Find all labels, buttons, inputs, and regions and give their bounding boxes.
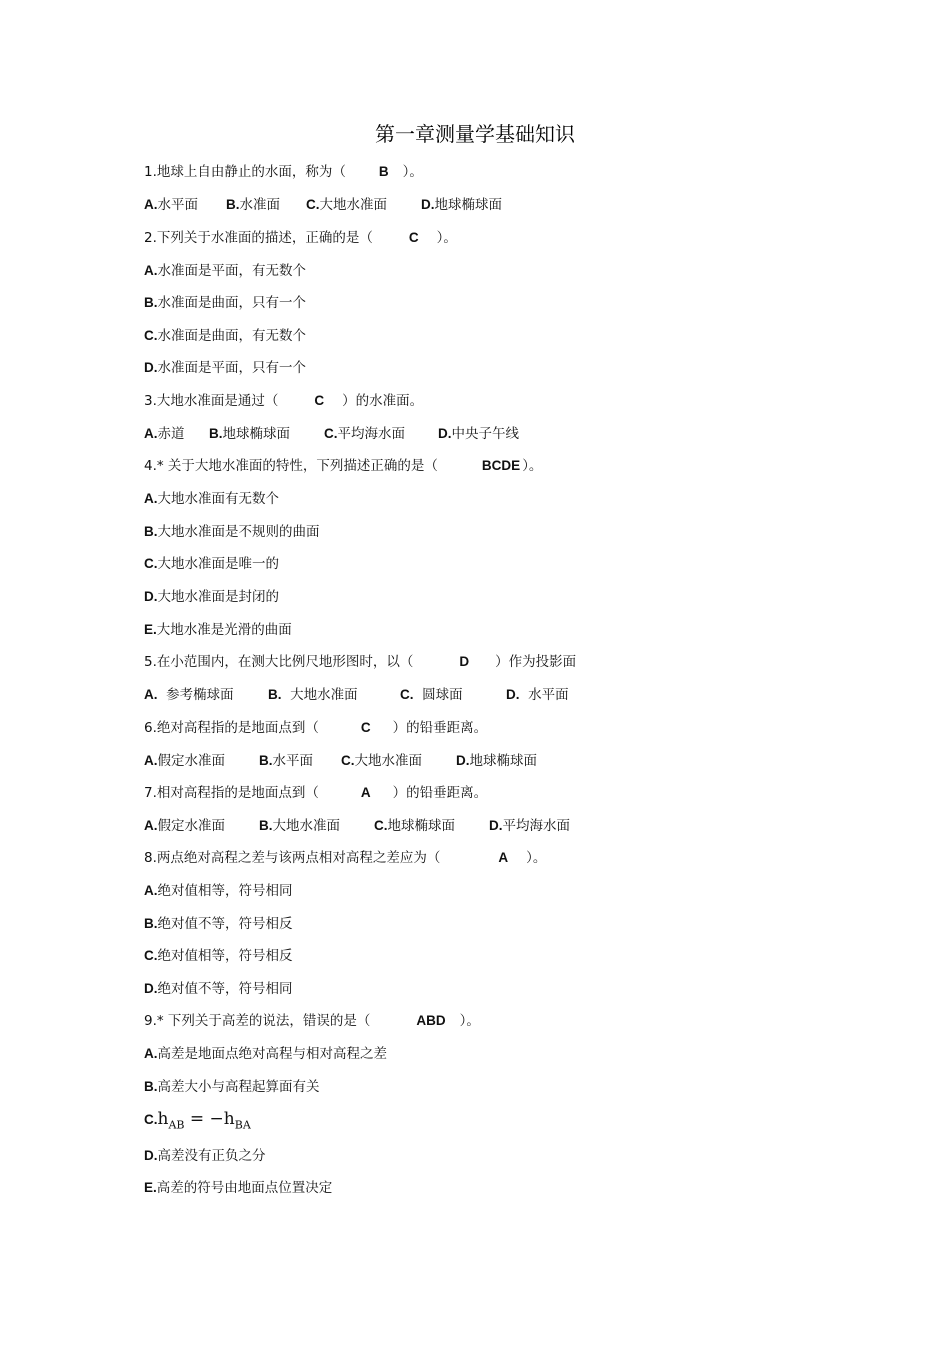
- option-c: [341, 752, 456, 770]
- option-a: [144, 752, 259, 770]
- option-text: 高差的符号由地面点位置决定: [156, 1180, 333, 1196]
- question-1-tail: ）。: [402, 164, 423, 180]
- option-b: [226, 196, 306, 214]
- option-text: 假定水准面: [157, 818, 225, 834]
- answer-4: BCDE: [481, 458, 521, 473]
- option-text: 大地水准面是封闭的: [157, 589, 279, 605]
- option-text: 高差没有正负之分: [157, 1148, 266, 1164]
- option-a: [144, 817, 259, 835]
- option-text: 大地水准面: [272, 818, 340, 834]
- option-text: 大地水准是光滑的曲面: [156, 622, 292, 638]
- question-1-options: [144, 196, 502, 214]
- option-letter: B.: [144, 916, 158, 931]
- question-4-tail: ）。: [522, 458, 543, 474]
- answer-5: D: [459, 654, 470, 669]
- question-2-option-b: [144, 294, 306, 312]
- option-letter: D.: [438, 426, 452, 441]
- question-4: [144, 457, 542, 475]
- option-text: 参考椭球面: [166, 687, 234, 703]
- question-9-option-b: [144, 1078, 320, 1096]
- question-9-option-a: [144, 1045, 387, 1063]
- answer-6: C: [360, 720, 371, 735]
- question-2-option-d: [144, 359, 306, 377]
- option-text: 水准面是曲面，只有一个: [157, 295, 306, 311]
- question-8: [144, 849, 546, 867]
- question-4-stem: 4.* 关于大地水准面的特性，下列描述正确的是（: [144, 458, 438, 474]
- option-a: [144, 425, 209, 443]
- option-a: [144, 686, 268, 704]
- question-9-option-e: [144, 1179, 332, 1197]
- option-letter: B.: [268, 687, 282, 702]
- option-text: 水平面: [157, 197, 198, 213]
- question-5: [144, 653, 576, 671]
- question-2-tail: ）。: [436, 230, 457, 246]
- option-letter: D.: [506, 687, 520, 702]
- option-text: 绝对值不等，符号相同: [157, 981, 293, 997]
- question-7-options: [144, 817, 570, 835]
- option-letter: C.: [144, 328, 158, 343]
- document-title: 第一章测量学基础知识: [375, 122, 575, 146]
- question-4-option-c: [144, 555, 279, 573]
- question-2: [144, 229, 457, 247]
- question-2-option-a: [144, 262, 306, 280]
- option-text: 绝对值相等，符号相同: [157, 883, 293, 899]
- question-8-option-b: [144, 915, 293, 933]
- option-text: 水准面是平面，有无数个: [157, 263, 306, 279]
- option-text: 大地水准面: [354, 753, 422, 769]
- option-b: [259, 817, 374, 835]
- option-letter: D.: [456, 753, 470, 768]
- question-6: [144, 719, 487, 737]
- option-text: 地球椭球面: [387, 818, 455, 834]
- option-c: [374, 817, 489, 835]
- option-letter: A.: [144, 491, 158, 506]
- option-letter: D.: [144, 1148, 158, 1163]
- option-letter: B.: [259, 818, 273, 833]
- option-text: 高差是地面点绝对高程与相对高程之差: [157, 1046, 387, 1062]
- option-b: [259, 752, 341, 770]
- option-text: 高差大小与高程起算面有关: [157, 1079, 320, 1095]
- option-text: 水平面: [272, 753, 313, 769]
- question-3: [144, 392, 423, 410]
- option-c: [306, 196, 421, 214]
- option-text: 绝对值相等，符号相反: [157, 948, 293, 964]
- option-text: 大地水准面是唯一的: [157, 556, 279, 572]
- question-7-stem: 7.相对高程指的是地面点到（: [144, 785, 319, 801]
- option-a: [144, 196, 226, 214]
- height-difference-formula: $h_{AB} = -h_{BA}$: [157, 1109, 251, 1132]
- question-9: [144, 1012, 480, 1030]
- option-letter: A.: [144, 753, 158, 768]
- option-text: 中央子午线: [451, 426, 519, 442]
- question-7: [144, 784, 487, 802]
- option-d: [506, 686, 569, 704]
- option-text: 平均海水面: [337, 426, 405, 442]
- question-9-stem: 9.* 下列关于高差的说法，错误的是（: [144, 1013, 371, 1029]
- option-letter: D.: [144, 981, 158, 996]
- question-9-option-c: [144, 1110, 251, 1134]
- option-letter: C.: [306, 197, 320, 212]
- question-8-option-a: [144, 882, 293, 900]
- question-3-options: [144, 425, 519, 443]
- option-text: 地球椭球面: [469, 753, 537, 769]
- option-b: [268, 686, 400, 704]
- answer-2: C: [408, 230, 419, 245]
- option-letter: C.: [374, 818, 388, 833]
- question-8-tail: ）。: [526, 850, 547, 866]
- answer-7: A: [360, 785, 371, 800]
- option-text: 绝对值不等，符号相反: [157, 916, 293, 932]
- option-letter: A.: [144, 818, 158, 833]
- question-4-option-a: [144, 490, 279, 508]
- option-letter: E.: [144, 622, 157, 637]
- question-3-stem: 3.大地水准面是通过（: [144, 393, 279, 409]
- question-8-option-d: [144, 980, 293, 998]
- option-letter: B.: [144, 524, 158, 539]
- option-letter: B.: [259, 753, 273, 768]
- question-1: [144, 163, 423, 181]
- answer-9: ABD: [416, 1013, 446, 1028]
- option-c: [400, 686, 506, 704]
- option-letter: A.: [144, 197, 158, 212]
- answer-3: C: [314, 393, 325, 408]
- option-d: [421, 196, 502, 214]
- option-text: 圆球面: [422, 687, 463, 703]
- question-8-option-c: [144, 947, 293, 965]
- option-letter: A.: [144, 687, 158, 702]
- option-text: 平均海水面: [502, 818, 570, 834]
- option-b: [209, 425, 324, 443]
- option-text: 大地水准面是不规则的曲面: [157, 524, 320, 540]
- option-letter: B.: [144, 1079, 158, 1094]
- option-letter: A.: [144, 426, 158, 441]
- option-text: 大地水准面有无数个: [157, 491, 279, 507]
- option-letter: C.: [324, 426, 338, 441]
- option-text: 水平面: [528, 687, 569, 703]
- option-letter: C.: [144, 556, 158, 571]
- question-6-stem: 6.绝对高程指的是地面点到（: [144, 720, 319, 736]
- option-letter: C.: [144, 1112, 158, 1127]
- question-5-options: [144, 686, 569, 704]
- option-text: 赤道: [157, 426, 185, 442]
- question-5-tail: ）作为投影面: [495, 654, 577, 670]
- question-3-tail: ）的水准面。: [342, 393, 424, 409]
- option-letter: C.: [144, 948, 158, 963]
- option-text: 水准面: [239, 197, 280, 213]
- question-9-option-d: [144, 1147, 266, 1165]
- option-text: 地球椭球面: [434, 197, 502, 213]
- question-7-tail: ）的铅垂距离。: [392, 785, 488, 801]
- question-2-stem: 2.下列关于水准面的描述，正确的是（: [144, 230, 373, 246]
- question-1-stem: 1.地球上自由静止的水面，称为（: [144, 164, 346, 180]
- option-text: 大地水准面: [319, 197, 387, 213]
- option-letter: B.: [209, 426, 223, 441]
- option-d: [456, 752, 537, 770]
- question-4-option-d: [144, 588, 279, 606]
- question-5-stem: 5.在小范围内，在测大比例尺地形图时，以（: [144, 654, 414, 670]
- option-letter: B.: [226, 197, 240, 212]
- question-2-option-c: [144, 327, 306, 345]
- option-d: [489, 817, 570, 835]
- option-d: [438, 425, 519, 443]
- question-9-tail: ）。: [459, 1013, 480, 1029]
- option-letter: B.: [144, 295, 158, 310]
- option-letter: A.: [144, 1046, 158, 1061]
- question-4-option-e: [144, 621, 292, 639]
- option-letter: E.: [144, 1180, 157, 1195]
- answer-1: B: [378, 164, 389, 179]
- question-6-options: [144, 752, 537, 770]
- option-letter: D.: [144, 589, 158, 604]
- option-text: 假定水准面: [157, 753, 225, 769]
- question-6-tail: ）的铅垂距离。: [392, 720, 488, 736]
- option-c: [324, 425, 438, 443]
- option-letter: C.: [341, 753, 355, 768]
- question-8-stem: 8.两点绝对高程之差与该两点相对高程之差应为（: [144, 850, 441, 866]
- option-letter: D.: [144, 360, 158, 375]
- option-text: 水准面是平面，只有一个: [157, 360, 306, 376]
- option-letter: A.: [144, 883, 158, 898]
- option-letter: D.: [489, 818, 503, 833]
- option-text: 水准面是曲面，有无数个: [157, 328, 306, 344]
- answer-8: A: [498, 850, 509, 865]
- option-text: 地球椭球面: [222, 426, 290, 442]
- option-letter: D.: [421, 197, 435, 212]
- option-letter: C.: [400, 687, 414, 702]
- option-text: 大地水准面: [290, 687, 358, 703]
- question-4-option-b: [144, 523, 320, 541]
- option-letter: A.: [144, 263, 158, 278]
